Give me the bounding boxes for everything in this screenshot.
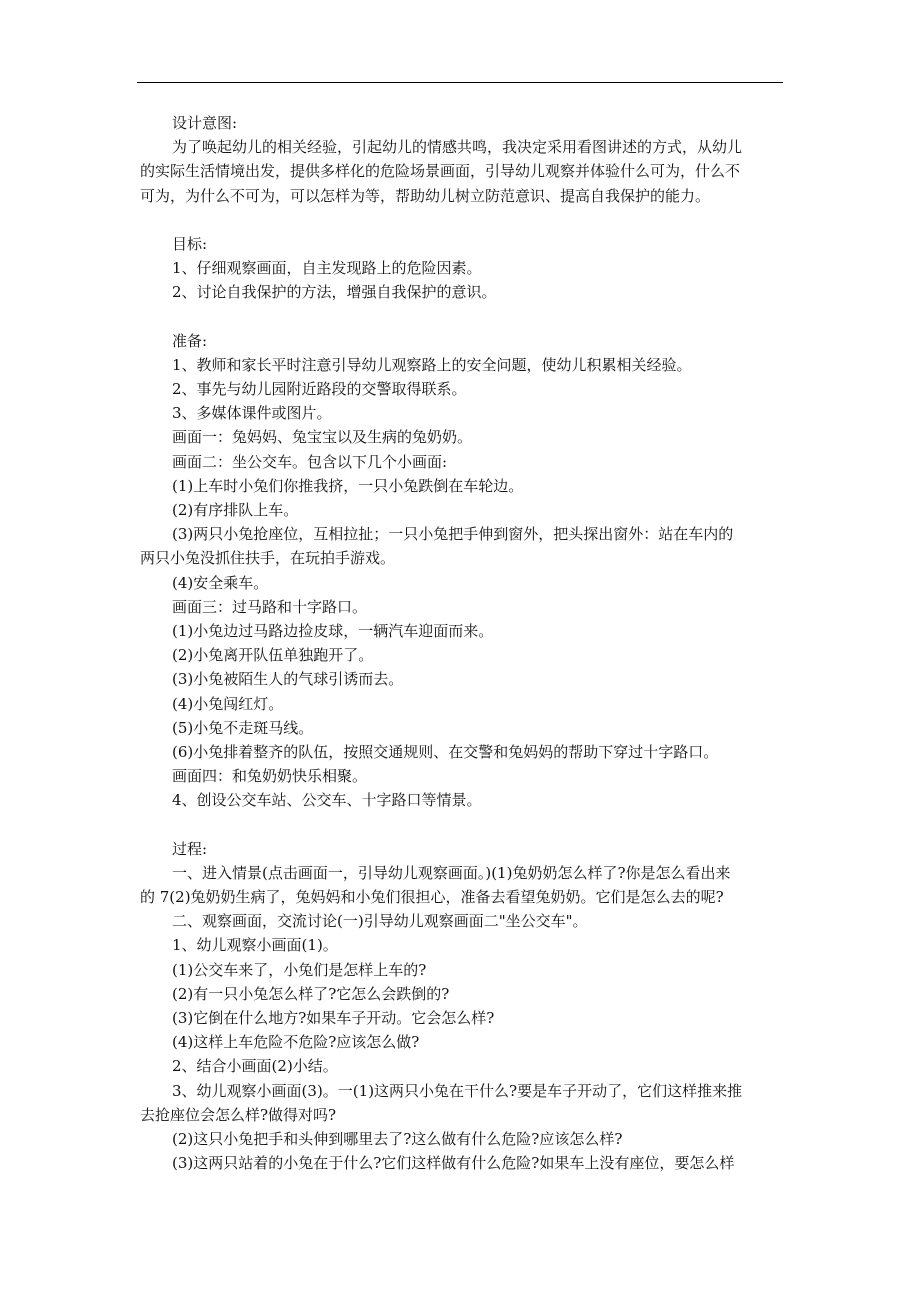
paragraph-line: 的实际生活情境出发，提供多样化的危险场景画面，引导幼儿观察并体验什么可为，什么不 bbox=[140, 162, 741, 181]
paragraph-line: 3、多媒体课件或图片。 bbox=[172, 404, 332, 423]
paragraph-line: 1、教师和家长平时注意引导幼儿观察路上的安全问题，使幼儿积累相关经验。 bbox=[172, 355, 692, 374]
paragraph-line: (4)安全乘车。 bbox=[172, 573, 269, 592]
paragraph-line: (6)小兔排着整齐的队伍，按照交通规则、在交警和兔妈妈的帮助下穿过十字路口。 bbox=[172, 742, 719, 761]
paragraph-line: 去抢座位会怎么样?做得对吗? bbox=[140, 1105, 337, 1124]
paragraph-line: (1)公交车来了，小兔们是怎样上车的? bbox=[172, 960, 427, 979]
paragraph-line: 画面二：坐公交车。包含以下几个小画面: bbox=[172, 452, 448, 471]
section-gap bbox=[140, 812, 786, 836]
paragraph-line: 画面三：过马路和十字路口。 bbox=[172, 597, 368, 616]
section-gap bbox=[140, 208, 786, 232]
paragraph-line: 1、幼儿观察小画面(1)。 bbox=[172, 936, 338, 955]
paragraph-line: 2、事先与幼儿园附近路段的交警取得联系。 bbox=[172, 380, 467, 399]
paragraph-line: 1、仔细观察画面，自主发现路上的危险因素。 bbox=[172, 259, 482, 278]
paragraph-line: (3)它倒在什么地方?如果车子开动。它会怎么样? bbox=[172, 1008, 495, 1027]
paragraph-line: (4)小兔闯红灯。 bbox=[172, 694, 284, 713]
paragraph-line: (5)小兔不走斑马线。 bbox=[172, 718, 314, 737]
section-gap bbox=[140, 305, 786, 329]
section-heading: 设计意图: bbox=[172, 114, 238, 132]
paragraph-line: (2)有序排队上车。 bbox=[172, 501, 299, 519]
paragraph-line: 画面四：和兔奶奶快乐相聚。 bbox=[172, 767, 368, 786]
paragraph-line: (3)小兔被陌生人的气球引诱而去。 bbox=[172, 670, 404, 689]
paragraph-line: 画面一：兔妈妈、兔宝宝以及生病的兔奶奶。 bbox=[172, 428, 473, 447]
paragraph-line: 一、进入情景(点击画面一，引导幼儿观察画面。)(1)兔奶奶怎么样了?你是怎么看出来 bbox=[172, 863, 731, 882]
paragraph-line: 为了唤起幼儿的相关经验，引起幼儿的情感共鸣，我决定采用看图讲述的方式，从幼儿 bbox=[172, 138, 743, 157]
paragraph-line: (1)小兔边过马路边捡皮球，一辆汽车迎面而来。 bbox=[172, 621, 494, 640]
section-heading: 准备: bbox=[172, 331, 208, 350]
paragraph-line: 2、讨论自我保护的方法，增强自我保护的意识。 bbox=[172, 283, 497, 302]
paragraph-line: (3)这两只站着的小兔在于什么?它们这样做有什么危险?如果车上没有座位，要怎么样 bbox=[172, 1154, 735, 1173]
paragraph-line: 的 7(2)兔奶奶生病了，兔妈妈和小兔们很担心，准备去看望兔奶奶。它们是怎么去的呢? bbox=[140, 888, 724, 906]
paragraph-line: 4、创设公交车站、公交车、十字路口等情景。 bbox=[172, 791, 482, 810]
paragraph-line: (2)这只小兔把手和头伸到哪里去了?这么做有什么危险?应该怎么样? bbox=[172, 1129, 623, 1148]
paragraph-line: (4)这样上车危险不危险?应该怎么做? bbox=[172, 1033, 420, 1052]
paragraph-line: 3、幼儿观察小画面(3)。一(1)这两只小兔在干什么?要是车子开动了，它们这样推来推 bbox=[172, 1081, 743, 1100]
document-body bbox=[140, 111, 786, 1175]
paragraph-line: (2)小兔离开队伍单独跑开了。 bbox=[172, 646, 374, 665]
paragraph-line: 两只小兔没抓住扶手，在玩拍手游戏。 bbox=[140, 549, 396, 568]
header-rule bbox=[137, 82, 783, 83]
paragraph-line: 二、观察画面，交流讨论(一)引导幼儿观察画面二"坐公交车"。 bbox=[172, 912, 588, 931]
section-heading: 目标: bbox=[172, 234, 208, 253]
paragraph-line: (1)上车时小兔们你推我挤，一只小兔跌倒在车轮边。 bbox=[172, 476, 524, 495]
paragraph-line: 可为，为什么不可为，可以怎样为等，帮助幼儿树立防范意识、提高自我保护的能力。 bbox=[140, 186, 711, 205]
section-heading: 过程: bbox=[172, 839, 208, 858]
paragraph-line: (2)有一只小兔怎么样了?它怎么会跌倒的? bbox=[172, 984, 450, 1003]
paragraph-line: (3)两只小兔抢座位，互相拉扯；一只小兔把手伸到窗外，把头探出窗外：站在车内的 bbox=[172, 525, 734, 544]
paragraph-line: 2、结合小画面(2)小结。 bbox=[172, 1057, 338, 1076]
